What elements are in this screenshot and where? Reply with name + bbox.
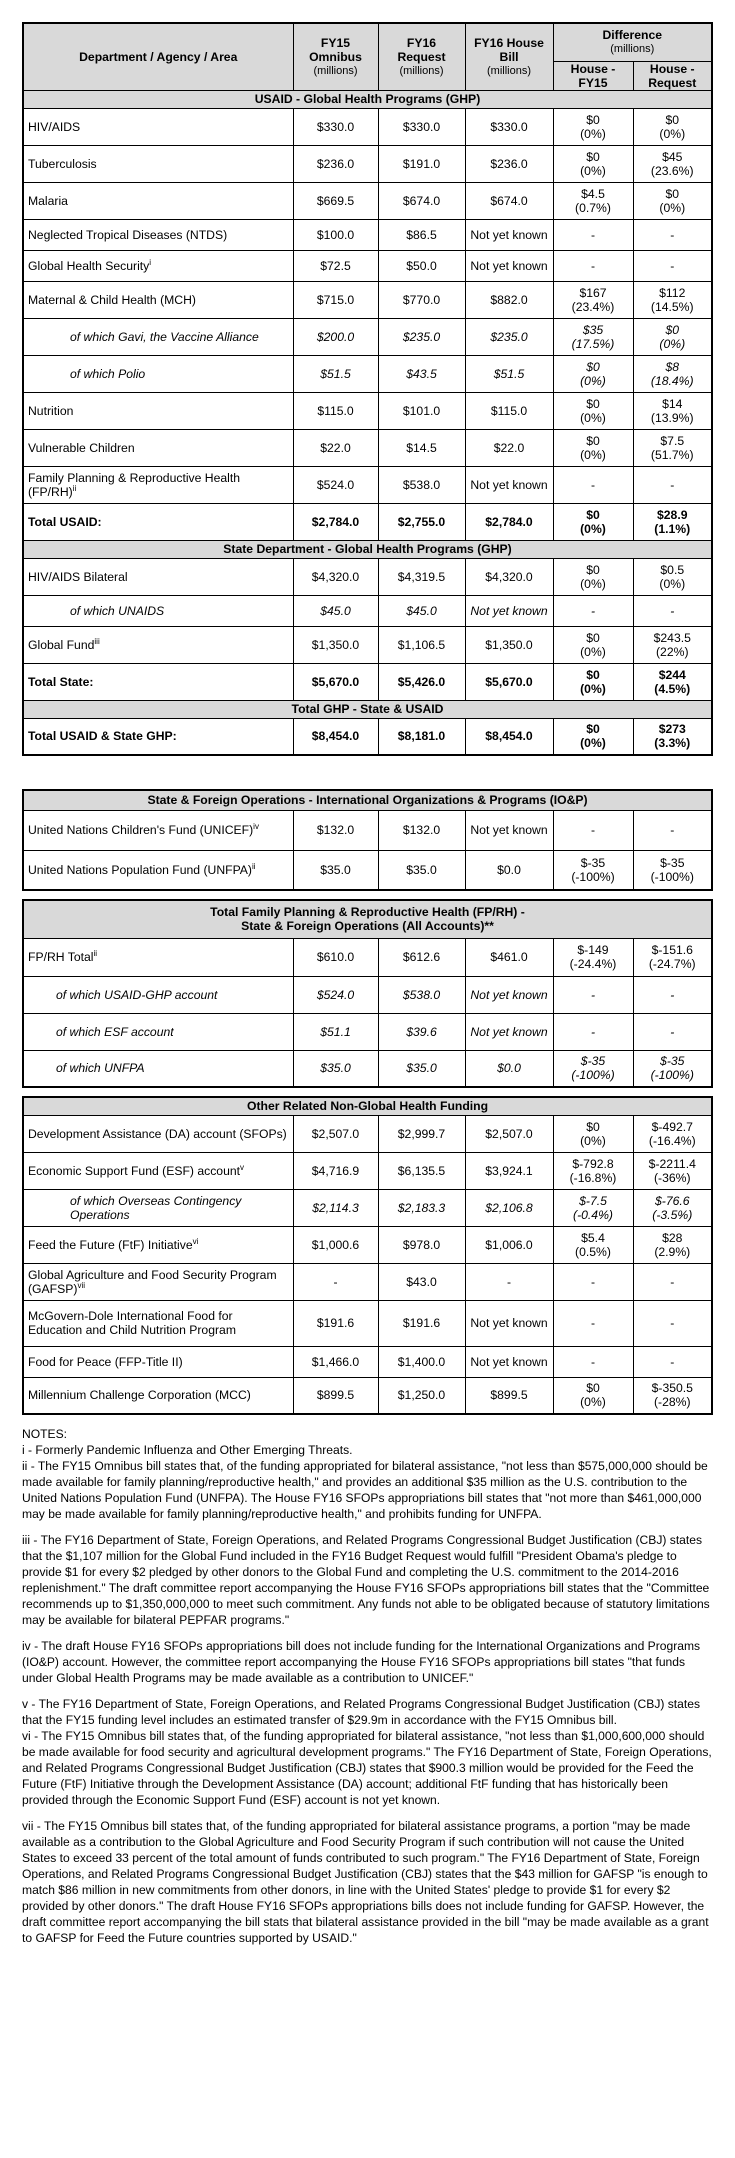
fprh-table — [22, 899, 713, 1088]
fy15-value: $51.5 — [293, 355, 378, 392]
col-header-fy16-request: FY16 Request (millions) — [378, 23, 465, 90]
house-value: $22.0 — [465, 429, 553, 466]
table-row — [23, 466, 712, 503]
note-v: v - The FY16 Department of State, Foreign Operations, and Related Programs Congressional Budget Justification (CBJ) states that the FY15 funding level includes an estimated transfer of $29.9m in accordance with the FY15 Omnibus bill. — [22, 1697, 701, 1727]
table-row — [23, 558, 712, 595]
request-value: $770.0 — [378, 281, 465, 318]
diff-house-request: $-2211.4 (-36%) — [633, 1152, 712, 1189]
section-iop: State & Foreign Operations - International Organizations & Programs (IO&P) — [23, 790, 712, 810]
diff-house-fy15: - — [553, 976, 633, 1013]
diff-house-fy15: $35 (17.5%) — [553, 318, 633, 355]
diff-house-request: - — [633, 810, 712, 850]
diff-house-request: $0 (0%) — [633, 182, 712, 219]
diff-house-fy15: $-35 (-100%) — [553, 1050, 633, 1087]
request-value: $6,135.5 — [378, 1152, 465, 1189]
fy15-value: $715.0 — [293, 281, 378, 318]
fy15-value: $4,716.9 — [293, 1152, 378, 1189]
house-value: $2,106.8 — [465, 1189, 553, 1226]
total-usaid-row — [23, 503, 712, 540]
request-value: $538.0 — [378, 466, 465, 503]
request-value: $43.5 — [378, 355, 465, 392]
row-label: of which Polio — [23, 355, 293, 392]
footnote-marker: iii — [94, 636, 100, 646]
row-label: Vulnerable Children — [23, 429, 293, 466]
note-iii: iii - The FY16 Department of State, Foreign Operations, and Related Programs Congressional Budget Justification (CBJ) states that the $1,107 million for the Global Fund included in the FY16 Budget Request would fulfill "President Obama's pledge to provide $1 for every $2 pledged by other donors to the Global Fund and completing the U.S. commitment to the 2014-2016 replenishment." The draft committee report accompanying the House FY16 SFOPs appropriations bill states that the "Committee recommends up to $1,350,000,000 to meet such commitment. Any funds not able to be obligated because of statutory limitations may be available for bilateral PEPFAR programs." — [22, 1533, 710, 1627]
row-label: Global Fund$^{iii}$ — [23, 626, 293, 663]
col-header-fy16-house: FY16 House Bill (millions) — [465, 23, 553, 90]
table-row — [23, 219, 712, 250]
diff-house-request: $273 (3.3%) — [633, 718, 712, 755]
row-label: Total USAID: — [23, 503, 293, 540]
fy15-value: $2,784.0 — [293, 503, 378, 540]
diff-house-fy15: $0 (0%) — [553, 1377, 633, 1414]
table-row — [23, 938, 712, 976]
footnote-marker: vii — [77, 1280, 85, 1290]
fy15-value: $5,670.0 — [293, 663, 378, 700]
diff-house-fy15: $5.4 (0.5%) — [553, 1226, 633, 1263]
house-value: $8,454.0 — [465, 718, 553, 755]
request-value: $101.0 — [378, 392, 465, 429]
table-row — [23, 392, 712, 429]
diff-house-fy15: $0 (0%) — [553, 1115, 633, 1152]
ghp-table — [22, 22, 713, 756]
diff-house-fy15: $-35 (-100%) — [553, 850, 633, 890]
row-label: Family Planning & Reproductive Health $(FP/RH)^{ii}$ — [23, 466, 293, 503]
diff-house-request: $-76.6 (-3.5%) — [633, 1189, 712, 1226]
diff-house-request: $8 (18.4%) — [633, 355, 712, 392]
fy15-value: $132.0 — [293, 810, 378, 850]
row-label: United Nations Children's Fund (UNICEF)$^{iv}$ — [23, 810, 293, 850]
total-state-row — [23, 663, 712, 700]
row-label: of which UNFPA — [23, 1050, 293, 1087]
fy15-value: $524.0 — [293, 976, 378, 1013]
table-row — [23, 1115, 712, 1152]
fy15-value: $610.0 — [293, 938, 378, 976]
house-value: $0.0 — [465, 850, 553, 890]
row-label: Nutrition — [23, 392, 293, 429]
table-row — [23, 1300, 712, 1346]
house-value: $461.0 — [465, 938, 553, 976]
house-value: $3,924.1 — [465, 1152, 553, 1189]
table-row — [23, 182, 712, 219]
table-row — [23, 810, 712, 850]
house-value: $0.0 — [465, 1050, 553, 1087]
house-value: $330.0 — [465, 108, 553, 145]
row-label: Food for Peace (FFP-Title II) — [23, 1346, 293, 1377]
house-value: $899.5 — [465, 1377, 553, 1414]
request-value: $132.0 — [378, 810, 465, 850]
notes-title: NOTES: — [22, 1427, 68, 1441]
diff-house-request: - — [633, 1013, 712, 1050]
table-row — [23, 626, 712, 663]
table-row — [23, 355, 712, 392]
section-state: State Department - Global Health Programs (GHP) — [23, 540, 712, 558]
notes — [22, 1426, 712, 1946]
row-label: McGovern-Dole International Food for Education and Child Nutrition Program — [23, 1300, 293, 1346]
request-value: $978.0 — [378, 1226, 465, 1263]
fy15-value: $1,000.6 — [293, 1226, 378, 1263]
request-value: $2,999.7 — [378, 1115, 465, 1152]
request-value: $8,181.0 — [378, 718, 465, 755]
fy15-value: $45.0 — [293, 595, 378, 626]
table-row — [23, 281, 712, 318]
table-row — [23, 595, 712, 626]
col-header-fy15: FY15 Omnibus (millions) — [293, 23, 378, 90]
table-row — [23, 1377, 712, 1414]
fy15-value: $1,466.0 — [293, 1346, 378, 1377]
section-usaid: USAID - Global Health Programs (GHP) — [23, 90, 712, 108]
table-row — [23, 1152, 712, 1189]
request-value: $1,250.0 — [378, 1377, 465, 1414]
footnote-marker: vi — [192, 1236, 199, 1246]
diff-house-fy15: - — [553, 595, 633, 626]
row-label: Tuberculosis — [23, 145, 293, 182]
fy15-value: $669.5 — [293, 182, 378, 219]
diff-house-fy15: - — [553, 810, 633, 850]
diff-house-fy15: $0 (0%) — [553, 429, 633, 466]
house-value: $1,006.0 — [465, 1226, 553, 1263]
request-value: $35.0 — [378, 850, 465, 890]
iop-table — [22, 789, 713, 891]
diff-house-fy15: $0 (0%) — [553, 663, 633, 700]
diff-house-fy15: $-792.8 (-16.8%) — [553, 1152, 633, 1189]
house-value: $235.0 — [465, 318, 553, 355]
diff-house-request: $-350.5 (-28%) — [633, 1377, 712, 1414]
request-value: $35.0 — [378, 1050, 465, 1087]
row-label: HIV/AIDS — [23, 108, 293, 145]
fy15-value: $236.0 — [293, 145, 378, 182]
note-vii: vii - The FY15 Omnibus bill states that, of the funding appropriated for bilateral assistance programs, a portion "may be made available as a contribution to the Global Agriculture and Food Security Program if such contribution will not cause the United States to exceed 33 percent of the total amount of funds contributed to such program." The FY16 Department of State, Foreign Operations, and Related Programs Congressional Budget Justification (CBJ) states that the $43 million for GAFSP "is enough to match $86 million in new commitments from other donors, in line with the United States' pledge to provide $1 for every $2 provided by other donors." The draft House FY16 SFOPs appropriations bills does not include funding for GAFSP. However, the draft committee report accompanying the bill stats that bilateral assistance provided in the bill "may be made available as a grant to GAFSP for Feed the Future countries supported by USAID." — [22, 1819, 709, 1945]
house-value: Not yet known — [465, 976, 553, 1013]
diff-house-request: - — [633, 1300, 712, 1346]
footnote-marker: ii — [72, 483, 77, 493]
table-row — [23, 1050, 712, 1087]
diff-house-fy15: $0 (0%) — [553, 108, 633, 145]
fy15-value: $8,454.0 — [293, 718, 378, 755]
table-row — [23, 1013, 712, 1050]
house-value: Not yet known — [465, 250, 553, 281]
table-row — [23, 1226, 712, 1263]
house-value: Not yet known — [465, 1300, 553, 1346]
section-total-ghp: Total GHP - State & USAID — [23, 700, 712, 718]
col-header-difference: Difference (millions) — [553, 23, 712, 61]
diff-house-fy15: - — [553, 1263, 633, 1300]
row-label: HIV/AIDS Bilateral — [23, 558, 293, 595]
fy15-value: $35.0 — [293, 1050, 378, 1087]
house-value: $2,507.0 — [465, 1115, 553, 1152]
request-value: $5,426.0 — [378, 663, 465, 700]
request-value: $4,319.5 — [378, 558, 465, 595]
section-other-funding: Other Related Non-Global Health Funding — [23, 1097, 712, 1115]
diff-house-request: $112 (14.5%) — [633, 281, 712, 318]
request-value: $39.6 — [378, 1013, 465, 1050]
fy15-value: - — [293, 1263, 378, 1300]
table-row — [23, 429, 712, 466]
row-label: Millennium Challenge Corporation (MCC) — [23, 1377, 293, 1414]
row-label: Total State: — [23, 663, 293, 700]
row-label: Maternal & Child Health (MCH) — [23, 281, 293, 318]
diff-house-request: $28.9 (1.1%) — [633, 503, 712, 540]
diff-house-fy15: $0 (0%) — [553, 626, 633, 663]
footnote-marker: iv — [253, 821, 259, 831]
diff-house-request: $14 (13.9%) — [633, 392, 712, 429]
note-i: i - Formerly Pandemic Influenza and Other Emerging Threats. — [22, 1443, 353, 1457]
table-row — [23, 250, 712, 281]
fy15-value: $72.5 — [293, 250, 378, 281]
diff-house-fy15: - — [553, 1013, 633, 1050]
table-row — [23, 145, 712, 182]
row-label: Global Agriculture and Food Security Program (GAFSP)$^{vii}$ — [23, 1263, 293, 1300]
house-value: $51.5 — [465, 355, 553, 392]
request-value: $1,400.0 — [378, 1346, 465, 1377]
diff-house-request: - — [633, 1346, 712, 1377]
request-value: $235.0 — [378, 318, 465, 355]
diff-house-request: $7.5 (51.7%) — [633, 429, 712, 466]
diff-house-request: $0 (0%) — [633, 318, 712, 355]
note-vi: vi - The FY15 Omnibus bill states that, of the funding appropriated for bilateral assistance, "not less than $1,000,600,000 should be made available for food security and agricultural development programs." The FY16 Department of State, Foreign Operations, and Related Programs Congressional Budget Justification (CBJ) states that $900.3 million would be provided for the Feed the Future (FtF) Initiative through the Development Assistance (DA) account; additional FtF funding that has historically been provided through the Economic Support Fund (ESF) account is not yet known. — [22, 1729, 712, 1807]
diff-house-fy15: $0 (0%) — [553, 718, 633, 755]
house-value: - — [465, 1263, 553, 1300]
table-row — [23, 1263, 712, 1300]
row-label: Economic Support Fund (ESF) account$^v$ — [23, 1152, 293, 1189]
total-ghp-row — [23, 718, 712, 755]
table-row — [23, 1346, 712, 1377]
diff-house-fy15: $0 (0%) — [553, 355, 633, 392]
diff-house-fy15: - — [553, 1346, 633, 1377]
table-row — [23, 850, 712, 890]
row-label: Development Assistance (DA) account (SFOPs) — [23, 1115, 293, 1152]
diff-house-request: - — [633, 976, 712, 1013]
house-value: $236.0 — [465, 145, 553, 182]
diff-house-fy15: $4.5 (0.7%) — [553, 182, 633, 219]
col-header-dept: Department / Agency / Area — [23, 23, 293, 90]
diff-house-request: - — [633, 466, 712, 503]
request-value: $330.0 — [378, 108, 465, 145]
diff-house-request: $0 (0%) — [633, 108, 712, 145]
request-value: $14.5 — [378, 429, 465, 466]
request-value: $674.0 — [378, 182, 465, 219]
request-value: $50.0 — [378, 250, 465, 281]
row-label: FP/RH Total$^{ii}$ — [23, 938, 293, 976]
footnote-marker: i — [149, 257, 152, 267]
row-label: United Nations Population Fund (UNFPA)$^{ii}$ — [23, 850, 293, 890]
fy15-value: $524.0 — [293, 466, 378, 503]
footnote-marker: ii — [252, 861, 256, 871]
diff-house-fy15: - — [553, 466, 633, 503]
diff-house-request: - — [633, 219, 712, 250]
request-value: $2,755.0 — [378, 503, 465, 540]
house-value: Not yet known — [465, 219, 553, 250]
house-value: $882.0 — [465, 281, 553, 318]
diff-house-fy15: $0 (0%) — [553, 503, 633, 540]
fy15-value: $330.0 — [293, 108, 378, 145]
request-value: $45.0 — [378, 595, 465, 626]
diff-house-request: - — [633, 595, 712, 626]
request-value: $191.6 — [378, 1300, 465, 1346]
request-value: $191.0 — [378, 145, 465, 182]
fy15-value: $22.0 — [293, 429, 378, 466]
fy15-value: $115.0 — [293, 392, 378, 429]
request-value: $2,183.3 — [378, 1189, 465, 1226]
diff-house-fy15: $-149 (-24.4%) — [553, 938, 633, 976]
diff-house-request: $244 (4.5%) — [633, 663, 712, 700]
diff-house-fy15: - — [553, 1300, 633, 1346]
fy15-value: $2,507.0 — [293, 1115, 378, 1152]
fy15-value: $899.5 — [293, 1377, 378, 1414]
row-label: of which ESF account — [23, 1013, 293, 1050]
diff-house-request: $-151.6 (-24.7%) — [633, 938, 712, 976]
request-value: $86.5 — [378, 219, 465, 250]
row-label: of which UNAIDS — [23, 595, 293, 626]
house-value: $115.0 — [465, 392, 553, 429]
fy15-value: $51.1 — [293, 1013, 378, 1050]
house-value: Not yet known — [465, 1346, 553, 1377]
request-value: $1,106.5 — [378, 626, 465, 663]
fy15-value: $191.6 — [293, 1300, 378, 1346]
diff-house-request: $-492.7 (-16.4%) — [633, 1115, 712, 1152]
diff-house-request: $-35 (-100%) — [633, 1050, 712, 1087]
diff-house-fy15: $-7.5 (-0.4%) — [553, 1189, 633, 1226]
fy15-value: $2,114.3 — [293, 1189, 378, 1226]
house-value: $2,784.0 — [465, 503, 553, 540]
house-value: Not yet known — [465, 810, 553, 850]
house-value: Not yet known — [465, 466, 553, 503]
request-value: $538.0 — [378, 976, 465, 1013]
row-label: Feed the Future (FtF) Initiative$^{vi}$ — [23, 1226, 293, 1263]
house-value: $674.0 — [465, 182, 553, 219]
diff-house-fy15: $167 (23.4%) — [553, 281, 633, 318]
house-value: Not yet known — [465, 1013, 553, 1050]
fy15-value: $4,320.0 — [293, 558, 378, 595]
row-label: Global Health Security$^i$ — [23, 250, 293, 281]
diff-house-request: $45 (23.6%) — [633, 145, 712, 182]
note-ii: ii - The FY15 Omnibus bill states that, of the funding appropriated for bilateral assistance, "not less than $575,000,000 should be made available for family planning/reproductive health," and provides an additional $35 million as the U.S. contribution to the United Nations Population Fund (UNFPA). The House FY16 SFOPs appropriations bill states that "not more than $461,000,000 may be made available for family planning/reproductive health," and prohibits funding for UNFPA. — [22, 1459, 708, 1521]
row-label: of which Overseas Contingency Operations — [23, 1189, 293, 1226]
fy15-value: $1,350.0 — [293, 626, 378, 663]
table-row — [23, 976, 712, 1013]
col-header-house-fy15: House - FY15 — [553, 61, 633, 90]
diff-house-fy15: $0 (0%) — [553, 558, 633, 595]
row-label: Malaria — [23, 182, 293, 219]
house-value: $5,670.0 — [465, 663, 553, 700]
section-fprh: Total Family Planning & Reproductive Health (FP/RH) - State & Foreign Operations (All Accounts)** — [23, 900, 712, 938]
diff-house-request: $243.5 (22%) — [633, 626, 712, 663]
diff-house-fy15: - — [553, 219, 633, 250]
diff-house-request: $28 (2.9%) — [633, 1226, 712, 1263]
row-label: of which USAID-GHP account — [23, 976, 293, 1013]
request-value: $43.0 — [378, 1263, 465, 1300]
diff-house-request: $-35 (-100%) — [633, 850, 712, 890]
diff-house-fy15: - — [553, 250, 633, 281]
house-value: $4,320.0 — [465, 558, 553, 595]
fy15-value: $200.0 — [293, 318, 378, 355]
request-value: $612.6 — [378, 938, 465, 976]
table-row — [23, 1189, 712, 1226]
fy15-value: $35.0 — [293, 850, 378, 890]
house-value: $1,350.0 — [465, 626, 553, 663]
other-funding-table — [22, 1096, 713, 1415]
footnote-marker: ii — [93, 948, 98, 958]
table-row — [23, 108, 712, 145]
diff-house-fy15: $0 (0%) — [553, 392, 633, 429]
col-header-house-request: House - Request — [633, 61, 712, 90]
diff-house-request: - — [633, 1263, 712, 1300]
table-row — [23, 318, 712, 355]
diff-house-request: - — [633, 250, 712, 281]
diff-house-request: $0.5 (0%) — [633, 558, 712, 595]
house-value: Not yet known — [465, 595, 553, 626]
row-label: Total USAID & State GHP: — [23, 718, 293, 755]
row-label: Neglected Tropical Diseases (NTDS) — [23, 219, 293, 250]
header-row — [23, 23, 712, 61]
fy15-value: $100.0 — [293, 219, 378, 250]
diff-house-fy15: $0 (0%) — [553, 145, 633, 182]
row-label: of which Gavi, the Vaccine Alliance — [23, 318, 293, 355]
note-iv: iv - The draft House FY16 SFOPs appropriations bill does not include funding for the International Organizations and Programs (IO&P) account. However, the committee report accompanying the House FY16 SFOPs appropriations bill states "that funds under Global Health Programs may be made available as a contribution to UNICEF." — [22, 1639, 701, 1685]
footnote-marker: v — [240, 1162, 245, 1172]
